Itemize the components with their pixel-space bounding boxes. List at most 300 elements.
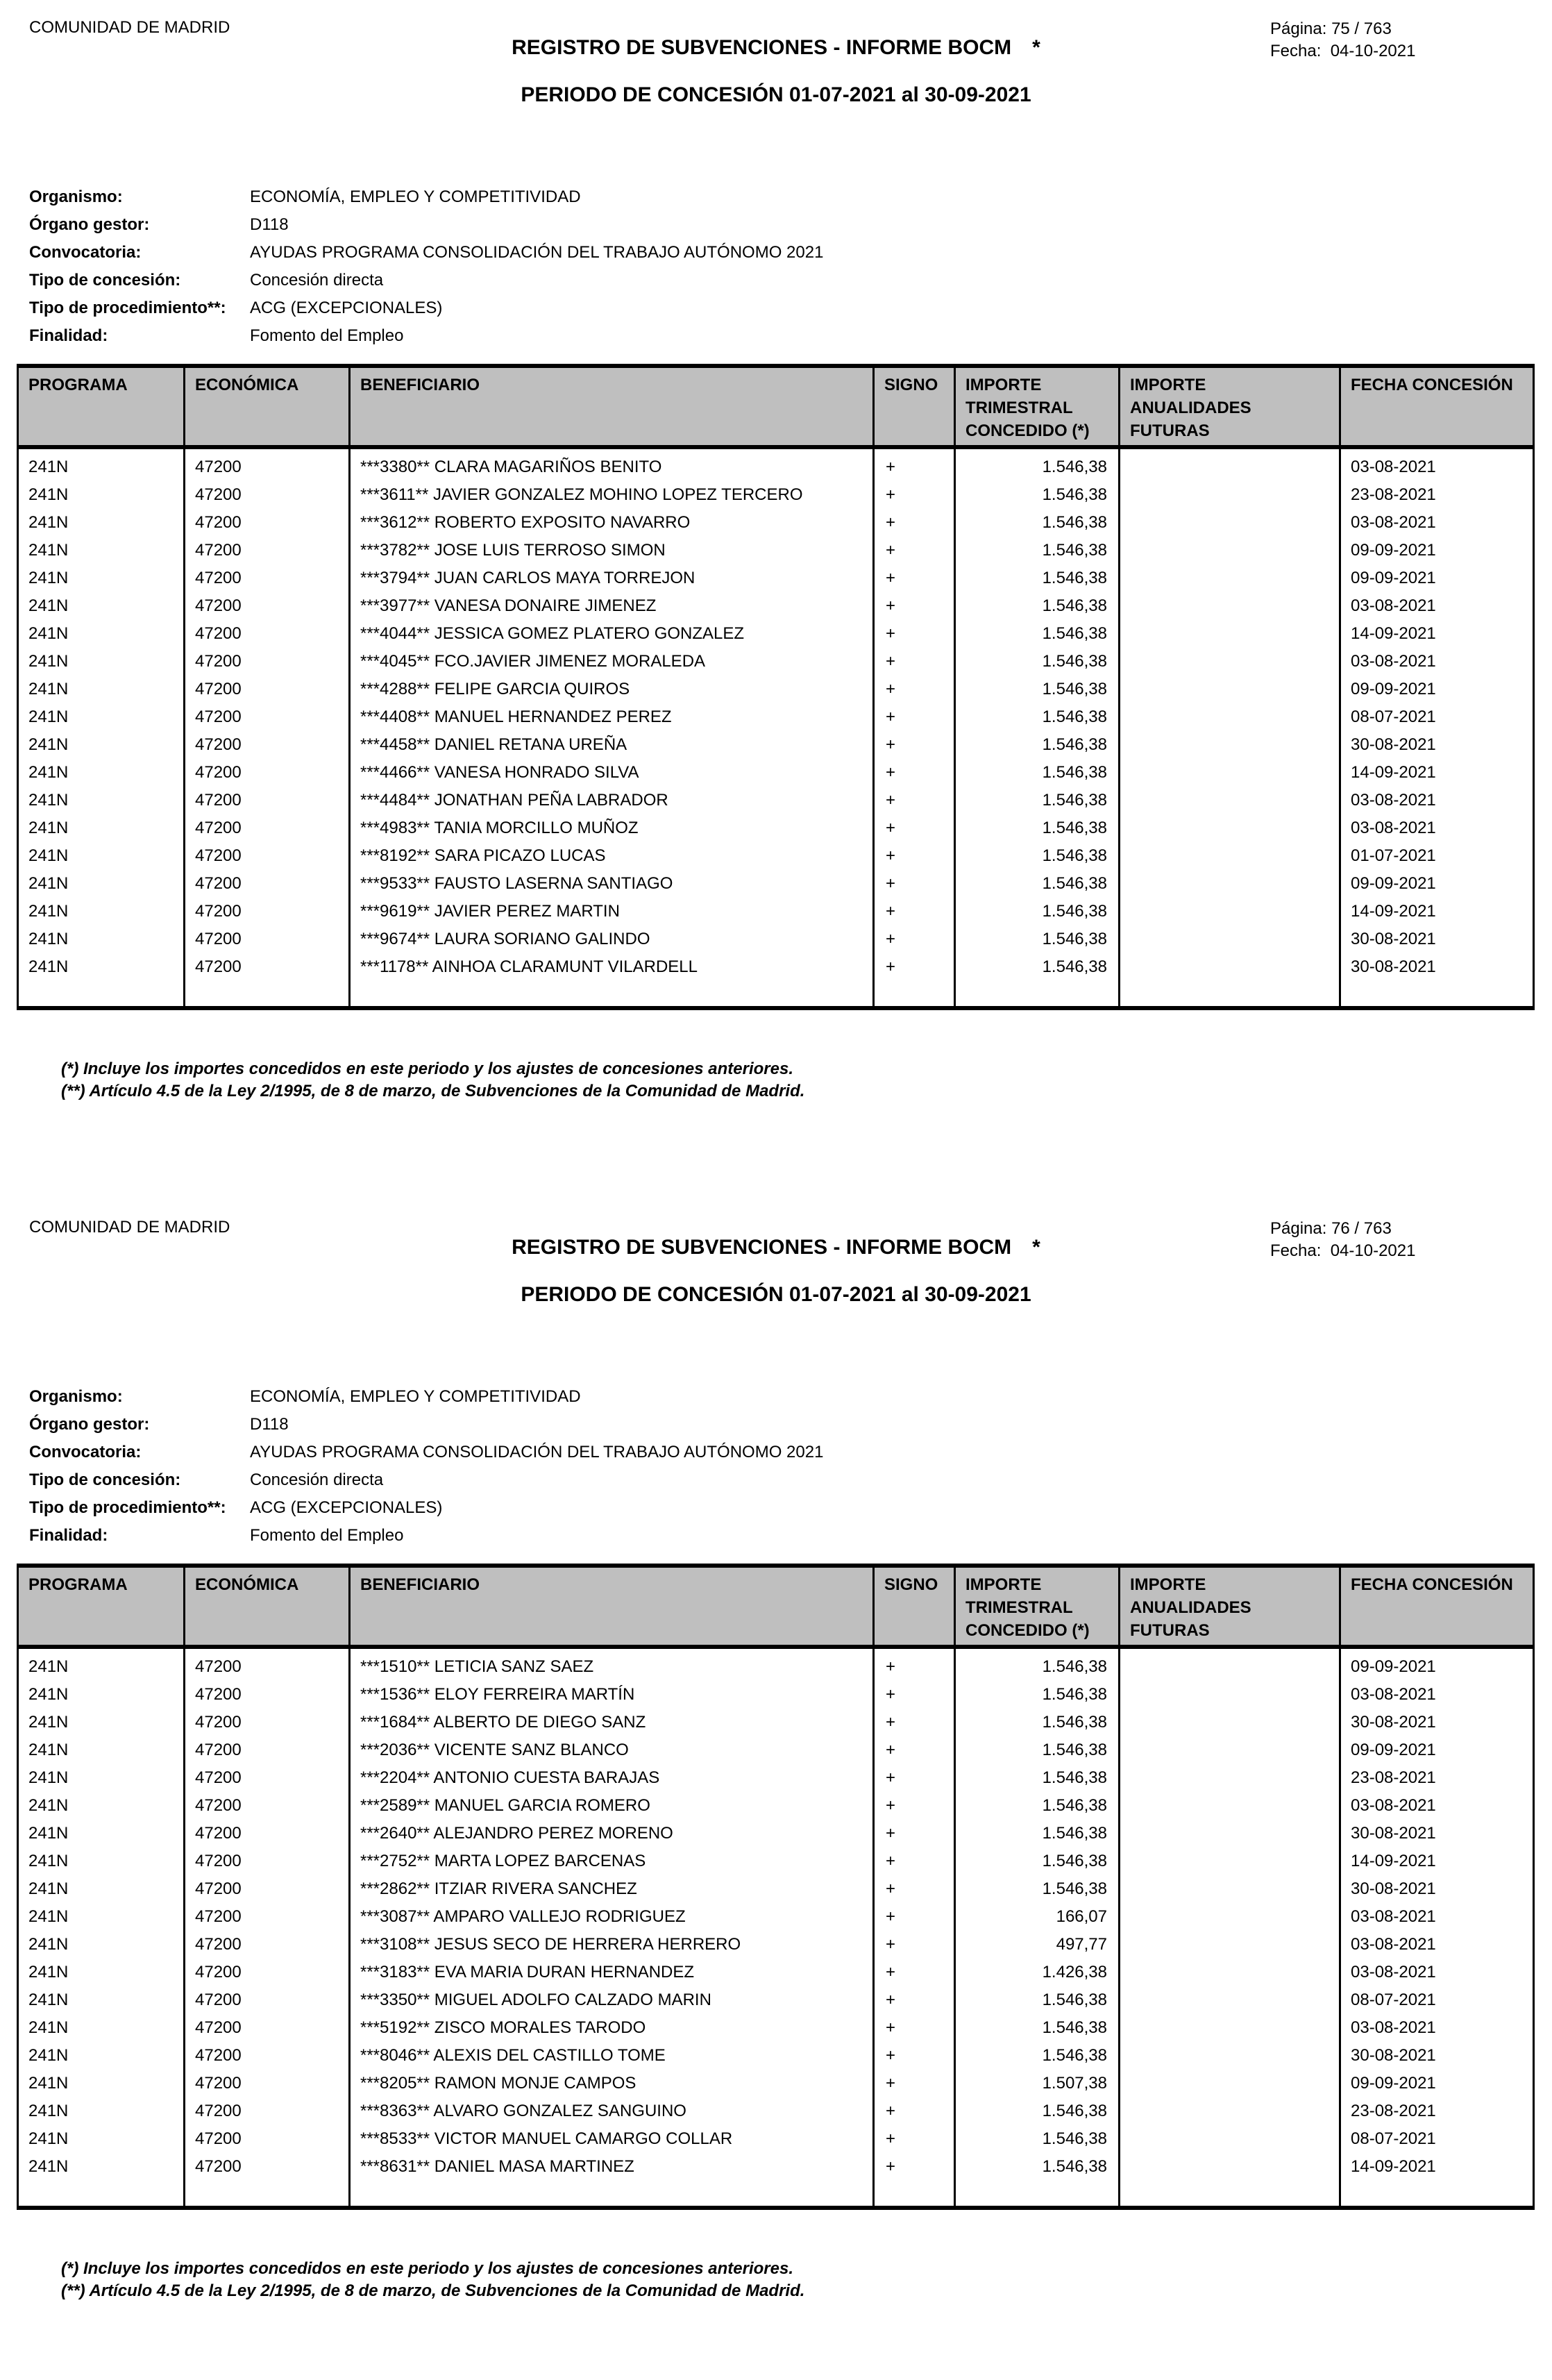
cell-economica: 47200: [185, 1736, 350, 1764]
cell-beneficiario: ***9674** LAURA SORIANO GALINDO: [350, 925, 874, 953]
cell-fecha-concesion: 03-08-2021: [1340, 447, 1534, 481]
cell-importe-futuras: [1120, 1986, 1340, 2014]
cell-signo: +: [874, 787, 955, 814]
cell-programa: 241N: [18, 509, 185, 537]
cell-importe-futuras: [1120, 2097, 1340, 2125]
grant-info: [29, 1383, 823, 1550]
cell-beneficiario: ***2862** ITZIAR RIVERA SANCHEZ: [350, 1875, 874, 1903]
cell-fecha-concesion: 03-08-2021: [1340, 592, 1534, 620]
cell-programa: 241N: [18, 953, 185, 981]
table-row: [18, 1764, 1534, 1792]
cell-economica: 47200: [185, 537, 350, 564]
cell-economica: 47200: [185, 814, 350, 842]
column-header-importe-futuras: IMPORTE ANUALIDADES FUTURAS: [1120, 1566, 1340, 1647]
cell-beneficiario: ***4484** JONATHAN PEÑA LABRADOR: [350, 787, 874, 814]
cell-programa: 241N: [18, 2042, 185, 2070]
cell-beneficiario: ***9533** FAUSTO LASERNA SANTIAGO: [350, 870, 874, 898]
cell-importe-futuras: [1120, 1792, 1340, 1820]
table-row: [18, 1736, 1534, 1764]
info-label: Tipo de concesión:: [29, 271, 181, 290]
cell-fecha-concesion: 09-09-2021: [1340, 870, 1534, 898]
cell-beneficiario: ***1684** ALBERTO DE DIEGO SANZ: [350, 1709, 874, 1736]
cell-importe-trimestral: 166,07: [955, 1903, 1120, 1931]
table-row: [18, 447, 1534, 481]
cell-economica: 47200: [185, 447, 350, 481]
info-row: [29, 1411, 823, 1439]
cell-importe-futuras: [1120, 759, 1340, 787]
cell-beneficiario: ***3087** AMPARO VALLEJO RODRIGUEZ: [350, 1903, 874, 1931]
cell-programa: 241N: [18, 2097, 185, 2125]
cell-importe-trimestral: 1.546,38: [955, 2125, 1120, 2153]
cell-fecha-concesion: 09-09-2021: [1340, 2070, 1534, 2097]
cell-fecha-concesion: 30-08-2021: [1340, 1709, 1534, 1736]
info-label: Convocatoria:: [29, 1443, 142, 1461]
organization-name: COMUNIDAD DE MADRID: [29, 1218, 230, 1237]
cell-programa: 241N: [18, 1903, 185, 1931]
cell-programa: 241N: [18, 1647, 185, 1681]
cell-economica: 47200: [185, 620, 350, 648]
cell-importe-trimestral: 1.546,38: [955, 2097, 1120, 2125]
cell-beneficiario: ***4458** DANIEL RETANA UREÑA: [350, 731, 874, 759]
table-body: [18, 447, 1534, 1008]
cell-fecha-concesion: 23-08-2021: [1340, 2097, 1534, 2125]
table-row: [18, 814, 1534, 842]
report-page-1: [0, 0, 1552, 1180]
cell-fecha-concesion: 08-07-2021: [1340, 1986, 1534, 2014]
table-row: [18, 2153, 1534, 2181]
cell-importe-futuras: [1120, 870, 1340, 898]
cell-programa: 241N: [18, 1792, 185, 1820]
report-title-marker: *: [1032, 1236, 1040, 1259]
column-header-beneficiario: BENEFICIARIO: [350, 1566, 874, 1647]
cell-signo: +: [874, 870, 955, 898]
cell-signo: +: [874, 1792, 955, 1820]
info-label: Tipo de procedimiento**:: [29, 1498, 226, 1517]
cell-importe-trimestral: 1.546,38: [955, 481, 1120, 509]
info-label: Finalidad:: [29, 326, 108, 345]
table-row: [18, 953, 1534, 981]
cell-beneficiario: ***3977** VANESA DONAIRE JIMENEZ: [350, 592, 874, 620]
cell-importe-futuras: [1120, 2153, 1340, 2181]
info-row: [29, 1439, 823, 1466]
cell-signo: +: [874, 2097, 955, 2125]
cell-beneficiario: ***3782** JOSE LUIS TERROSO SIMON: [350, 537, 874, 564]
cell-importe-trimestral: 1.546,38: [955, 787, 1120, 814]
cell-fecha-concesion: 23-08-2021: [1340, 481, 1534, 509]
table-row: [18, 870, 1534, 898]
column-header-fecha-concesion: FECHA CONCESIÓN: [1340, 1566, 1534, 1647]
info-row: [29, 1466, 823, 1494]
cell-economica: 47200: [185, 2070, 350, 2097]
cell-importe-futuras: [1120, 509, 1340, 537]
spacer-cell: [874, 981, 955, 1008]
cell-beneficiario: ***2036** VICENTE SANZ BLANCO: [350, 1736, 874, 1764]
info-label: Finalidad:: [29, 1526, 108, 1545]
cell-programa: 241N: [18, 1986, 185, 2014]
cell-beneficiario: ***5192** ZISCO MORALES TARODO: [350, 2014, 874, 2042]
cell-importe-futuras: [1120, 2042, 1340, 2070]
cell-programa: 241N: [18, 2070, 185, 2097]
cell-economica: 47200: [185, 1931, 350, 1959]
cell-signo: +: [874, 447, 955, 481]
cell-importe-trimestral: 1.546,38: [955, 953, 1120, 981]
footnotes: [61, 2258, 804, 2302]
column-header-programa: PROGRAMA: [18, 366, 185, 447]
footnote: (**) Artículo 4.5 de la Ley 2/1995, de 8 de marzo, de Subvenciones de la Comunidad de Madrid.: [61, 1082, 805, 1100]
table-row: [18, 2042, 1534, 2070]
cell-economica: 47200: [185, 1875, 350, 1903]
spacer-cell: [1120, 981, 1340, 1008]
cell-fecha-concesion: 30-08-2021: [1340, 2042, 1534, 2070]
cell-signo: +: [874, 2070, 955, 2097]
grants-table: [17, 1564, 1535, 2210]
table-row: [18, 676, 1534, 703]
cell-beneficiario: ***2204** ANTONIO CUESTA BARAJAS: [350, 1764, 874, 1792]
cell-economica: 47200: [185, 1681, 350, 1709]
info-label: Órgano gestor:: [29, 215, 150, 234]
cell-importe-futuras: [1120, 620, 1340, 648]
cell-importe-futuras: [1120, 814, 1340, 842]
info-row: [29, 294, 823, 322]
table-row: [18, 1931, 1534, 1959]
cell-signo: +: [874, 592, 955, 620]
spacer-cell: [955, 2181, 1120, 2208]
table-row: [18, 481, 1534, 509]
cell-signo: +: [874, 481, 955, 509]
cell-beneficiario: ***9619** JAVIER PEREZ MARTIN: [350, 898, 874, 925]
cell-importe-futuras: [1120, 1736, 1340, 1764]
cell-economica: 47200: [185, 2125, 350, 2153]
organization-name: COMUNIDAD DE MADRID: [29, 18, 230, 37]
cell-economica: 47200: [185, 2097, 350, 2125]
info-value: Fomento del Empleo: [250, 326, 404, 345]
cell-fecha-concesion: 30-08-2021: [1340, 1875, 1534, 1903]
cell-beneficiario: ***2589** MANUEL GARCIA ROMERO: [350, 1792, 874, 1820]
cell-signo: +: [874, 2125, 955, 2153]
info-row: [29, 1522, 823, 1550]
grants-table-container: [17, 364, 1533, 1010]
report-date: Fecha: 04-10-2021: [1270, 1241, 1416, 1260]
cell-fecha-concesion: 23-08-2021: [1340, 1764, 1534, 1792]
cell-economica: 47200: [185, 1847, 350, 1875]
cell-beneficiario: ***1536** ELOY FERREIRA MARTÍN: [350, 1681, 874, 1709]
cell-importe-trimestral: 1.546,38: [955, 759, 1120, 787]
cell-importe-futuras: [1120, 648, 1340, 676]
cell-importe-futuras: [1120, 1959, 1340, 1986]
cell-importe-futuras: [1120, 1820, 1340, 1847]
cell-economica: 47200: [185, 592, 350, 620]
cell-fecha-concesion: 30-08-2021: [1340, 925, 1534, 953]
cell-signo: +: [874, 1820, 955, 1847]
cell-fecha-concesion: 09-09-2021: [1340, 564, 1534, 592]
table-row: [18, 564, 1534, 592]
page-number: Página: 76 / 763: [1270, 1219, 1392, 1238]
cell-fecha-concesion: 03-08-2021: [1340, 648, 1534, 676]
report-title-marker: *: [1032, 36, 1040, 59]
footnote: (*) Incluye los importes concedidos en este periodo y los ajustes de concesiones anteriores.: [61, 2259, 793, 2278]
cell-economica: 47200: [185, 703, 350, 731]
cell-fecha-concesion: 14-09-2021: [1340, 2153, 1534, 2181]
table-row: [18, 842, 1534, 870]
cell-programa: 241N: [18, 814, 185, 842]
table-header: [18, 1566, 1534, 1647]
spacer-cell: [1340, 981, 1534, 1008]
cell-programa: 241N: [18, 676, 185, 703]
cell-beneficiario: ***1178** AINHOA CLARAMUNT VILARDELL: [350, 953, 874, 981]
cell-programa: 241N: [18, 925, 185, 953]
table-header: [18, 366, 1534, 447]
cell-programa: 241N: [18, 620, 185, 648]
report-title-text: REGISTRO DE SUBVENCIONES - INFORME BOCM: [512, 1236, 1012, 1259]
cell-signo: +: [874, 537, 955, 564]
cell-beneficiario: ***2752** MARTA LOPEZ BARCENAS: [350, 1847, 874, 1875]
info-value: ECONOMÍA, EMPLEO Y COMPETITIVIDAD: [250, 1387, 581, 1406]
cell-importe-trimestral: 1.546,38: [955, 1736, 1120, 1764]
cell-economica: 47200: [185, 842, 350, 870]
footnote: (**) Artículo 4.5 de la Ley 2/1995, de 8 de marzo, de Subvenciones de la Comunidad de Madrid.: [61, 2281, 805, 2300]
cell-importe-trimestral: 1.546,38: [955, 1764, 1120, 1792]
column-header-economica: ECONÓMICA: [185, 366, 350, 447]
cell-signo: +: [874, 1681, 955, 1709]
cell-economica: 47200: [185, 2014, 350, 2042]
cell-programa: 241N: [18, 842, 185, 870]
cell-beneficiario: ***4983** TANIA MORCILLO MUÑOZ: [350, 814, 874, 842]
cell-importe-futuras: [1120, 564, 1340, 592]
cell-programa: 241N: [18, 1959, 185, 1986]
cell-signo: +: [874, 731, 955, 759]
cell-signo: +: [874, 842, 955, 870]
cell-economica: 47200: [185, 676, 350, 703]
info-label: Organismo:: [29, 187, 123, 206]
cell-importe-trimestral: 1.546,38: [955, 814, 1120, 842]
cell-programa: 241N: [18, 1709, 185, 1736]
cell-programa: 241N: [18, 481, 185, 509]
cell-importe-trimestral: 497,77: [955, 1931, 1120, 1959]
info-row: [29, 267, 823, 294]
cell-beneficiario: ***4045** FCO.JAVIER JIMENEZ MORALEDA: [350, 648, 874, 676]
grants-table-container: [17, 1564, 1533, 2210]
table-row: [18, 1820, 1534, 1847]
cell-programa: 241N: [18, 2014, 185, 2042]
cell-importe-trimestral: 1.546,38: [955, 676, 1120, 703]
cell-importe-trimestral: 1.546,38: [955, 1709, 1120, 1736]
cell-signo: +: [874, 925, 955, 953]
cell-beneficiario: ***4044** JESSICA GOMEZ PLATERO GONZALEZ: [350, 620, 874, 648]
cell-beneficiario: ***3350** MIGUEL ADOLFO CALZADO MARIN: [350, 1986, 874, 2014]
table-row: [18, 2014, 1534, 2042]
cell-importe-futuras: [1120, 1709, 1340, 1736]
cell-importe-trimestral: 1.546,38: [955, 898, 1120, 925]
cell-importe-futuras: [1120, 1847, 1340, 1875]
cell-signo: +: [874, 898, 955, 925]
info-value: AYUDAS PROGRAMA CONSOLIDACIÓN DEL TRABAJO AUTÓNOMO 2021: [250, 243, 824, 262]
spacer-cell: [1340, 2181, 1534, 2208]
table-row: [18, 1986, 1534, 2014]
info-value: ACG (EXCEPCIONALES): [250, 299, 443, 317]
cell-beneficiario: ***4466** VANESA HONRADO SILVA: [350, 759, 874, 787]
cell-signo: +: [874, 1986, 955, 2014]
column-header-signo: SIGNO: [874, 1566, 955, 1647]
cell-economica: 47200: [185, 481, 350, 509]
cell-economica: 47200: [185, 1986, 350, 2014]
cell-programa: 241N: [18, 703, 185, 731]
cell-importe-trimestral: 1.546,38: [955, 731, 1120, 759]
report-date: Fecha: 04-10-2021: [1270, 42, 1416, 60]
cell-signo: +: [874, 1647, 955, 1681]
cell-signo: +: [874, 2014, 955, 2042]
spacer-cell: [18, 981, 185, 1008]
cell-programa: 241N: [18, 2125, 185, 2153]
cell-importe-trimestral: 1.546,38: [955, 2014, 1120, 2042]
column-header-importe-futuras: IMPORTE ANUALIDADES FUTURAS: [1120, 366, 1340, 447]
cell-economica: 47200: [185, 2042, 350, 2070]
cell-importe-futuras: [1120, 1903, 1340, 1931]
info-label: Convocatoria:: [29, 243, 142, 262]
table-row: [18, 1647, 1534, 1681]
cell-beneficiario: ***3108** JESUS SECO DE HERRERA HERRERO: [350, 1931, 874, 1959]
table-row: [18, 759, 1534, 787]
cell-importe-trimestral: 1.546,38: [955, 2042, 1120, 2070]
cell-programa: 241N: [18, 1820, 185, 1847]
cell-importe-trimestral: 1.546,38: [955, 1792, 1120, 1820]
footnotes: [61, 1058, 804, 1103]
cell-signo: +: [874, 1764, 955, 1792]
report-page-2: [0, 1200, 1552, 2380]
cell-fecha-concesion: 08-07-2021: [1340, 703, 1534, 731]
table-row: [18, 898, 1534, 925]
cell-fecha-concesion: 03-08-2021: [1340, 787, 1534, 814]
cell-programa: 241N: [18, 898, 185, 925]
info-value: D118: [250, 215, 289, 234]
info-row: [29, 1494, 823, 1522]
spacer-cell: [185, 981, 350, 1008]
cell-fecha-concesion: 03-08-2021: [1340, 1792, 1534, 1820]
cell-importe-futuras: [1120, 1875, 1340, 1903]
cell-fecha-concesion: 09-09-2021: [1340, 1736, 1534, 1764]
table-row: [18, 1959, 1534, 1986]
table-row: [18, 731, 1534, 759]
table-row: [18, 1709, 1534, 1736]
info-value: ACG (EXCEPCIONALES): [250, 1498, 443, 1517]
cell-signo: +: [874, 1959, 955, 1986]
cell-programa: 241N: [18, 1875, 185, 1903]
column-header-economica: ECONÓMICA: [185, 1566, 350, 1647]
cell-beneficiario: ***4408** MANUEL HERNANDEZ PEREZ: [350, 703, 874, 731]
cell-economica: 47200: [185, 648, 350, 676]
cell-economica: 47200: [185, 870, 350, 898]
info-row: [29, 322, 823, 350]
cell-economica: 47200: [185, 1792, 350, 1820]
cell-beneficiario: ***8631** DANIEL MASA MARTINEZ: [350, 2153, 874, 2181]
cell-fecha-concesion: 03-08-2021: [1340, 2014, 1534, 2042]
cell-importe-trimestral: 1.507,38: [955, 2070, 1120, 2097]
cell-signo: +: [874, 759, 955, 787]
cell-importe-trimestral: 1.546,38: [955, 1820, 1120, 1847]
cell-beneficiario: ***8533** VICTOR MANUEL CAMARGO COLLAR: [350, 2125, 874, 2153]
column-header-beneficiario: BENEFICIARIO: [350, 366, 874, 447]
cell-economica: 47200: [185, 1820, 350, 1847]
table-row: [18, 2097, 1534, 2125]
info-value: ECONOMÍA, EMPLEO Y COMPETITIVIDAD: [250, 187, 581, 206]
report-subtitle: PERIODO DE CONCESIÓN 01-07-2021 al 30-09-2021: [521, 83, 1031, 106]
cell-programa: 241N: [18, 1764, 185, 1792]
cell-economica: 47200: [185, 1764, 350, 1792]
cell-importe-trimestral: 1.546,38: [955, 703, 1120, 731]
cell-signo: +: [874, 509, 955, 537]
table-bottom-spacer: [18, 981, 1534, 1008]
cell-importe-futuras: [1120, 1647, 1340, 1681]
cell-programa: 241N: [18, 1681, 185, 1709]
cell-economica: 47200: [185, 1903, 350, 1931]
cell-programa: 241N: [18, 731, 185, 759]
table-row: [18, 537, 1534, 564]
cell-signo: +: [874, 2153, 955, 2181]
column-header-importe-trimestral: IMPORTE TRIMESTRAL CONCEDIDO (*): [955, 366, 1120, 447]
spacer-cell: [185, 2181, 350, 2208]
cell-programa: 241N: [18, 1931, 185, 1959]
cell-fecha-concesion: 03-08-2021: [1340, 1931, 1534, 1959]
table-row: [18, 1847, 1534, 1875]
header-row: [18, 366, 1534, 447]
cell-programa: 241N: [18, 564, 185, 592]
cell-programa: 241N: [18, 648, 185, 676]
cell-beneficiario: ***3183** EVA MARIA DURAN HERNANDEZ: [350, 1959, 874, 1986]
info-label: Tipo de concesión:: [29, 1470, 181, 1489]
table-row: [18, 1875, 1534, 1903]
cell-beneficiario: ***3611** JAVIER GONZALEZ MOHINO LOPEZ TERCERO: [350, 481, 874, 509]
cell-importe-futuras: [1120, 925, 1340, 953]
cell-fecha-concesion: 30-08-2021: [1340, 731, 1534, 759]
cell-importe-futuras: [1120, 842, 1340, 870]
cell-importe-trimestral: 1.546,38: [955, 925, 1120, 953]
cell-beneficiario: ***8192** SARA PICAZO LUCAS: [350, 842, 874, 870]
info-row: [29, 239, 823, 267]
cell-signo: +: [874, 814, 955, 842]
cell-signo: +: [874, 1875, 955, 1903]
cell-importe-futuras: [1120, 953, 1340, 981]
cell-fecha-concesion: 03-08-2021: [1340, 1959, 1534, 1986]
cell-signo: +: [874, 620, 955, 648]
cell-beneficiario: ***1510** LETICIA SANZ SAEZ: [350, 1647, 874, 1681]
cell-importe-trimestral: 1.546,38: [955, 1875, 1120, 1903]
cell-fecha-concesion: 30-08-2021: [1340, 1820, 1534, 1847]
cell-programa: 241N: [18, 1736, 185, 1764]
report-subtitle: PERIODO DE CONCESIÓN 01-07-2021 al 30-09-2021: [521, 1283, 1031, 1306]
spacer-cell: [955, 981, 1120, 1008]
cell-economica: 47200: [185, 1647, 350, 1681]
cell-signo: +: [874, 2042, 955, 2070]
info-value: D118: [250, 1415, 289, 1434]
info-value: Concesión directa: [250, 271, 384, 290]
cell-importe-futuras: [1120, 1931, 1340, 1959]
cell-fecha-concesion: 14-09-2021: [1340, 620, 1534, 648]
table-row: [18, 592, 1534, 620]
cell-importe-trimestral: 1.546,38: [955, 537, 1120, 564]
cell-signo: +: [874, 676, 955, 703]
table-row: [18, 620, 1534, 648]
spacer-cell: [350, 2181, 874, 2208]
cell-importe-futuras: [1120, 592, 1340, 620]
cell-importe-trimestral: 1.546,38: [955, 870, 1120, 898]
info-label: Órgano gestor:: [29, 1415, 150, 1434]
cell-signo: +: [874, 648, 955, 676]
spacer-cell: [350, 981, 874, 1008]
cell-economica: 47200: [185, 564, 350, 592]
cell-economica: 47200: [185, 731, 350, 759]
cell-programa: 241N: [18, 1847, 185, 1875]
cell-importe-trimestral: 1.546,38: [955, 592, 1120, 620]
cell-economica: 47200: [185, 2153, 350, 2181]
